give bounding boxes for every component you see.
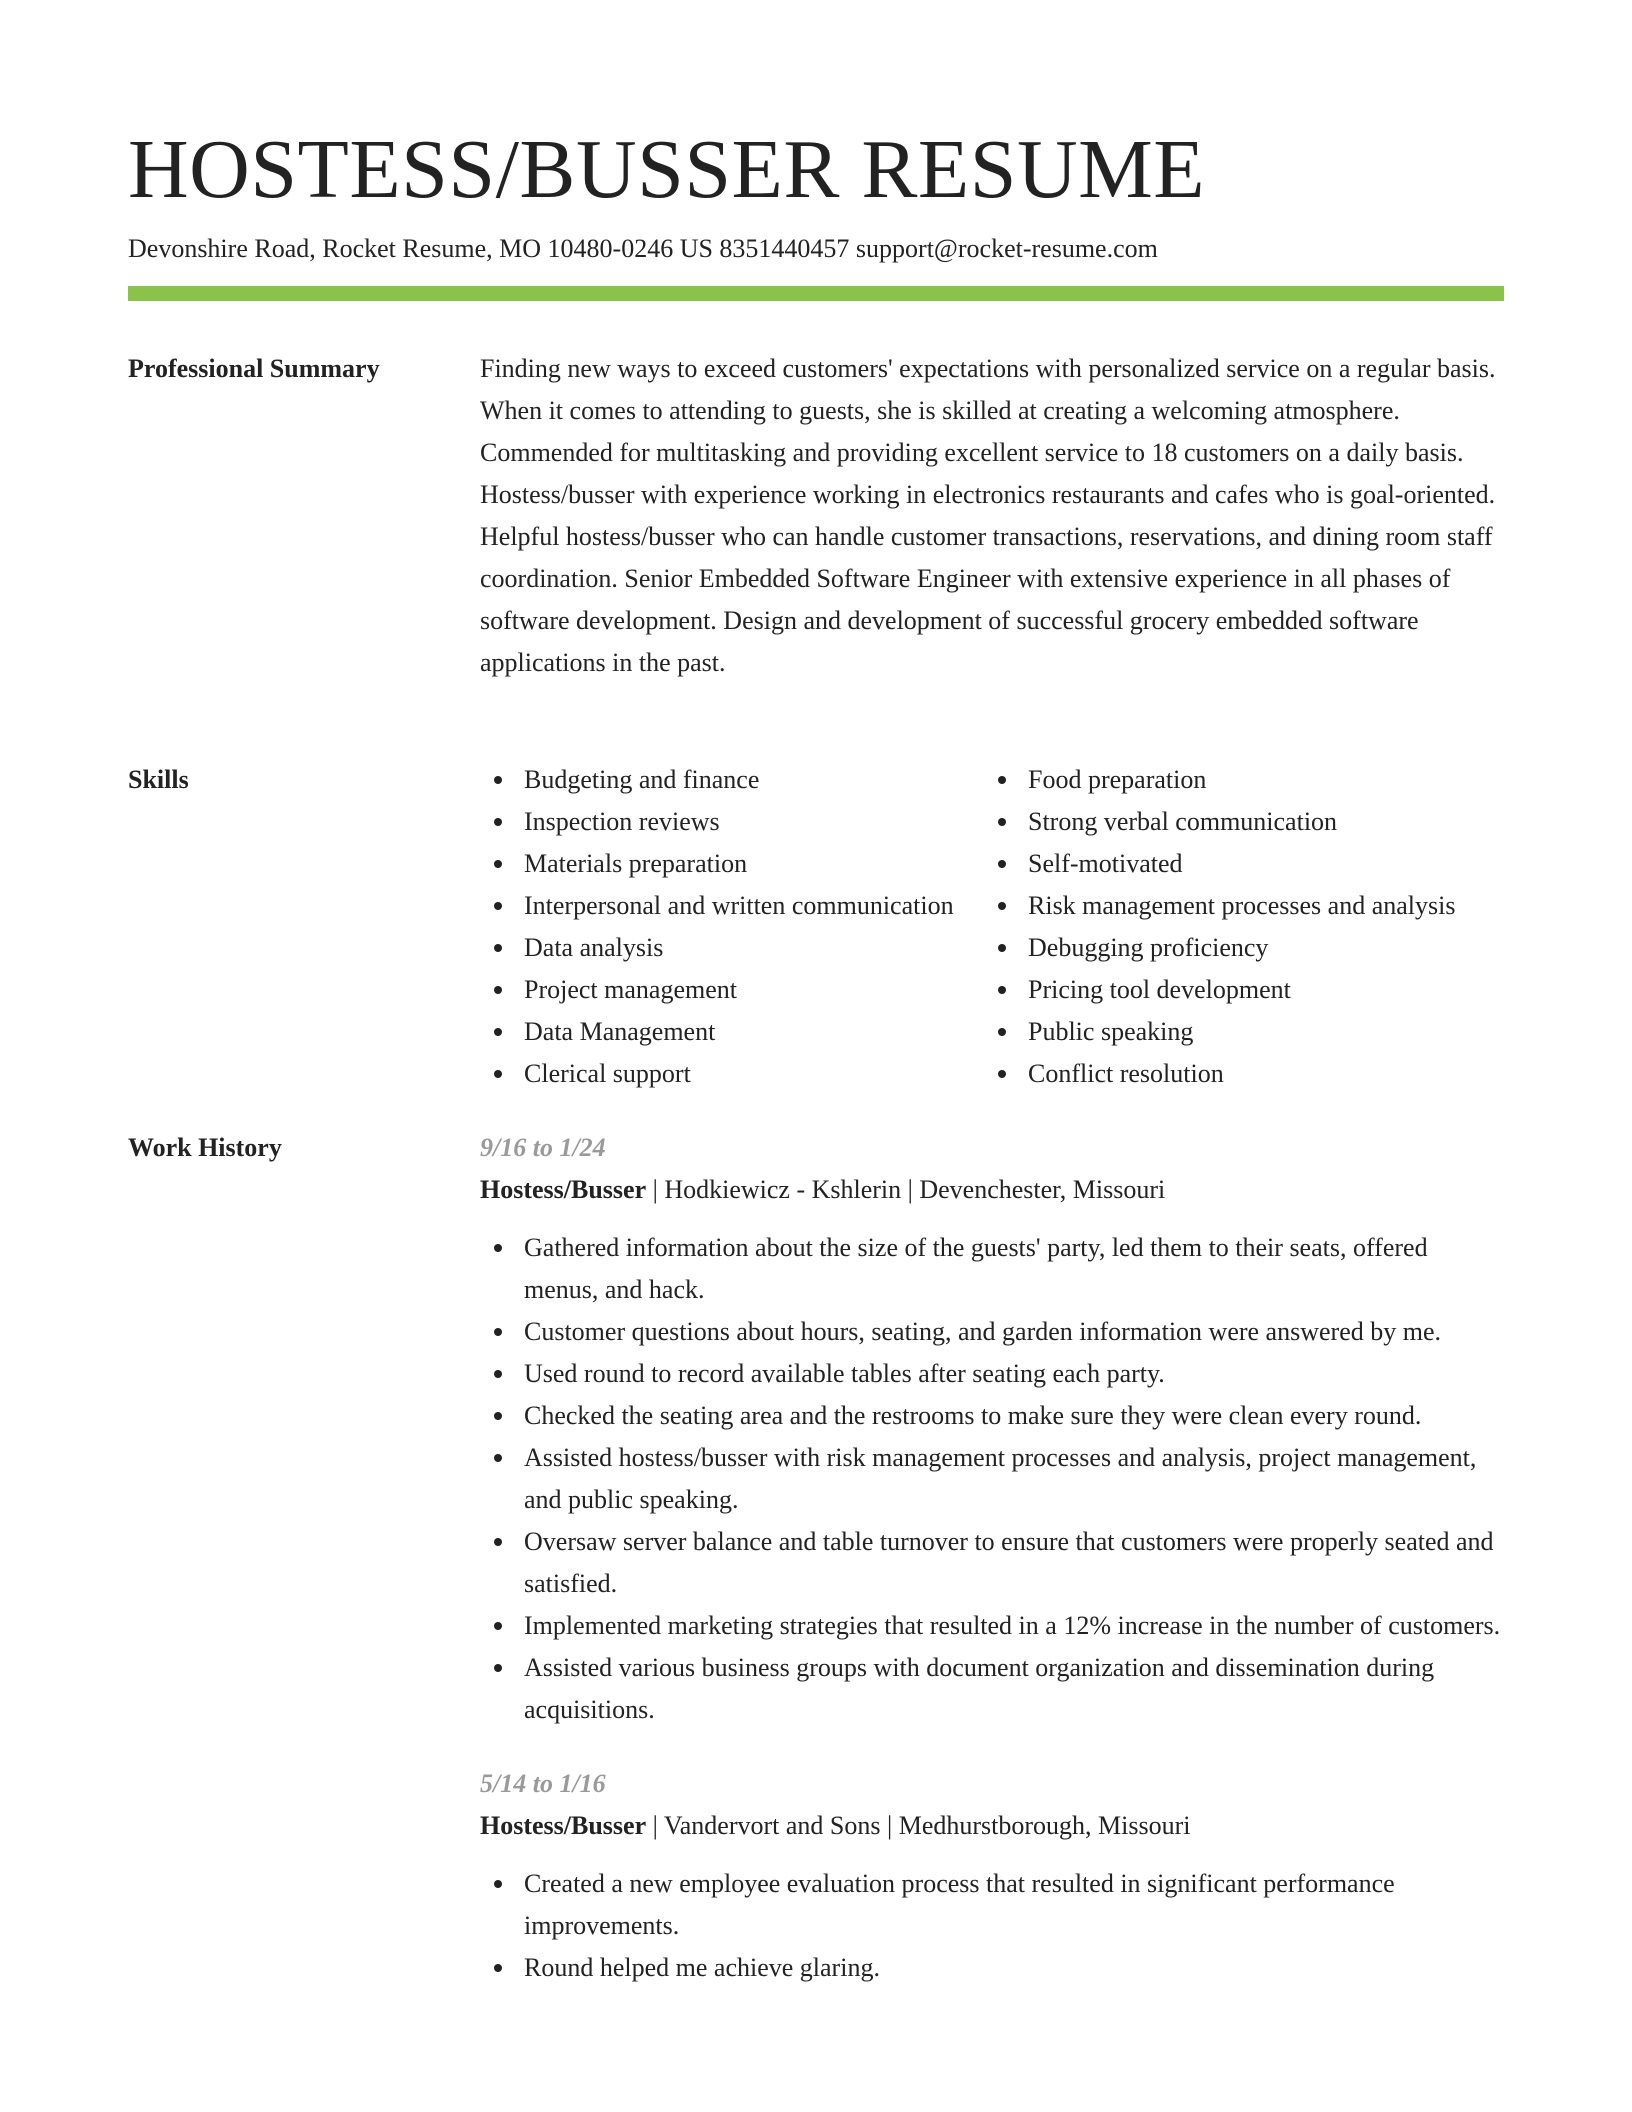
bullet-icon [494,1028,502,1036]
duty-item [480,1353,1504,1395]
bullet-icon [494,860,502,868]
skills-body [480,759,1504,1095]
skill-text: Risk management processes and analysis [1028,891,1456,920]
bullet-icon [494,1412,502,1420]
duty-item [480,1227,1504,1311]
skill-text: Data Management [524,1017,716,1046]
skill-item [480,1011,980,1053]
bullet-icon [998,902,1006,910]
bullet-icon [494,1070,502,1078]
skill-text: Budgeting and finance [524,765,760,794]
duty-text: Gathered information about the size of the guests' party, led them to their seats, offered menus, and hack. [524,1233,1428,1304]
duty-item [480,1605,1504,1647]
job-entry [480,1763,1504,1989]
skill-text: Clerical support [524,1059,691,1088]
duty-text: Implemented marketing strategies that resulted in a 12% increase in the number of customers. [524,1611,1501,1640]
skill-text: Materials preparation [524,849,748,878]
bullet-icon [998,818,1006,826]
skill-item [984,759,1484,801]
duty-item [480,1395,1504,1437]
skills-label: Skills [128,765,189,794]
bullet-icon [998,776,1006,784]
job-role: Hostess/Busser [480,1811,647,1840]
duty-text: Created a new employee evaluation process that resulted in significant performance improvements. [524,1869,1395,1940]
skill-item [480,969,980,1011]
summary-label: Professional Summary [128,354,380,383]
bullet-icon [998,1028,1006,1036]
skill-item [984,1053,1484,1095]
bullet-icon [998,860,1006,868]
skill-item [984,801,1484,843]
job-dates: 5/14 to 1/16 [480,1769,606,1798]
duty-item [480,1647,1504,1731]
skill-item [480,927,980,969]
skill-text: Inspection reviews [524,807,720,836]
duty-item [480,1947,1504,1989]
bullet-icon [998,944,1006,952]
skill-text: Food preparation [1028,765,1207,794]
bullet-icon [494,1244,502,1252]
job-details: | Hodkiewicz - Kshlerin | Devenchester, Missouri [646,1175,1166,1204]
skill-text: Public speaking [1028,1017,1194,1046]
duty-item [480,1437,1504,1521]
job-details: | Vandervort and Sons | Medhurstborough, Missouri [646,1811,1191,1840]
summary-body [480,348,1504,684]
bullet-icon [998,1070,1006,1078]
duty-text: Oversaw server balance and table turnover to ensure that customers were properly seated and satisfied. [524,1527,1494,1598]
bullet-icon [494,1664,502,1672]
skill-item [480,801,980,843]
bullet-icon [494,986,502,994]
bullet-icon [494,902,502,910]
bullet-icon [494,1622,502,1630]
skills-list-left [480,759,980,1095]
bullet-icon [494,1328,502,1336]
skill-item [480,1053,980,1095]
skill-item [984,885,1484,927]
skill-item [480,843,980,885]
skill-item [984,969,1484,1011]
skill-text: Strong verbal communication [1028,807,1338,836]
duty-item [480,1863,1504,1947]
skill-item [480,759,980,801]
contact-info: Devonshire Road, Rocket Resume, MO 10480-0246 US 8351440457 support@rocket-resume.com [128,234,1158,263]
duty-text: Used round to record available tables after seating each party. [524,1359,1165,1388]
job-duties [480,1227,1504,1731]
header-accent-rule [128,286,1504,301]
skill-item [480,885,980,927]
work-history-body [480,1127,1504,1989]
skill-text: Interpersonal and written communication [524,891,954,920]
duty-item [480,1521,1504,1605]
bullet-icon [494,1880,502,1888]
bullet-icon [494,1454,502,1462]
duty-text: Round helped me achieve glaring. [524,1953,880,1982]
skill-text: Debugging proficiency [1028,933,1269,962]
bullet-icon [494,1964,502,1972]
summary-text: Finding new ways to exceed customers' expectations with personalized service on a regular basis. When it comes to attending to guests, she is skilled at creating a welcoming atmosphere. Commended for multitasking and providing excellent service to 18 customers on a daily basis. Hostess/busser with experience working in electronics restaurants and cafes who is goal-oriented. Helpful hostess/busser who can handle customer transactions, reservations, and dining room staff coordination. Senior Embedded Software Engineer with extensive experience in all phases of software development. Design and development of successful grocery embedded software applications in the past. [480,354,1496,677]
bullet-icon [494,1370,502,1378]
bullet-icon [494,1538,502,1546]
job-entry [480,1127,1504,1731]
bullet-icon [494,776,502,784]
skill-item [984,927,1484,969]
job-heading [480,1805,1504,1847]
duty-text: Checked the seating area and the restrooms to make sure they were clean every round. [524,1401,1422,1430]
bullet-icon [494,944,502,952]
job-dates: 9/16 to 1/24 [480,1133,606,1162]
resume-title: HOSTESS/BUSSER RESUME [128,123,1206,216]
skill-text: Self-motivated [1028,849,1183,878]
skill-item [984,1011,1484,1053]
duty-text: Assisted various business groups with document organization and dissemination during acquisitions. [524,1653,1435,1724]
duty-text: Assisted hostess/busser with risk management processes and analysis, project management, and public speaking. [524,1443,1477,1514]
job-heading [480,1169,1504,1211]
bullet-icon [998,986,1006,994]
skills-columns [480,759,1504,1095]
skill-text: Project management [524,975,737,1004]
bullet-icon [494,818,502,826]
skill-text: Conflict resolution [1028,1059,1224,1088]
skill-text: Pricing tool development [1028,975,1291,1004]
job-duties [480,1863,1504,1989]
skill-text: Data analysis [524,933,664,962]
duty-item [480,1311,1504,1353]
job-role: Hostess/Busser [480,1175,647,1204]
duty-text: Customer questions about hours, seating, and garden information were answered by me. [524,1317,1441,1346]
work-history-label: Work History [128,1133,282,1162]
skill-item [984,843,1484,885]
skills-list-right [984,759,1484,1095]
